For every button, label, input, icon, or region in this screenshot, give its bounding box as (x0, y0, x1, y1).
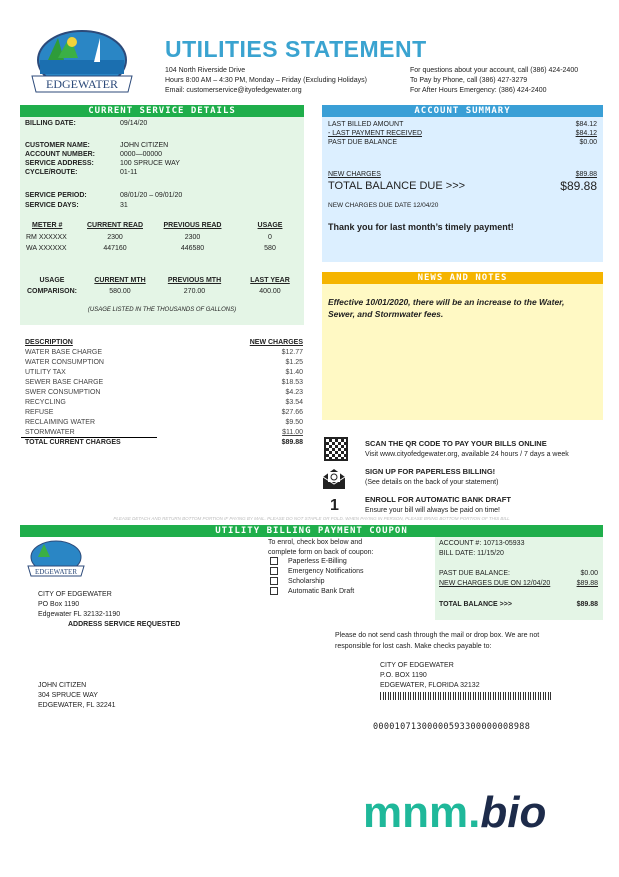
coupon-account-number: ACCOUNT #: 10713-05933 (439, 540, 525, 547)
label: LAST BILLED AMOUNT (328, 121, 404, 128)
checkbox[interactable] (270, 557, 278, 565)
col-header: DESCRIPTION (25, 339, 73, 346)
charge-amount: $11.00 (282, 429, 303, 436)
last-year-usage: 400.00 (259, 288, 281, 295)
detach-note: PLEASE DETACH AND RETURN BOTTOM PORTION IF PAYING BY MAIL. PLEASE DO NOT STAPLE OR FOLD. WHEN PAYING IN PERSON, PLEASE BRING BOTTOM PORTION OF THIS BILL (113, 516, 510, 521)
option-scholarship[interactable] (270, 577, 363, 587)
sender-address (38, 590, 120, 620)
billing-date: 09/14/20 (120, 120, 148, 127)
address-line: EDGEWATER, FL 32241 (38, 702, 116, 709)
charge-row (25, 398, 303, 408)
usage-label: COMPARISON: (26, 288, 78, 295)
email-line: Email: customerservice@ityofedgewater.org (165, 87, 302, 94)
charge-description: UTILITY TAX (25, 369, 66, 376)
charge-row (25, 418, 303, 428)
enrol-instructions (268, 538, 373, 558)
new-charges: $89.88 (575, 171, 597, 178)
svg-text:EDGEWATER: EDGEWATER (35, 568, 77, 576)
field-label: SERVICE PERIOD: (25, 192, 87, 199)
service-period: 08/01/20 – 09/01/20 (120, 192, 183, 199)
usage-note: (USAGE LISTED IN THE THOUSANDS OF GALLONS) (87, 307, 237, 313)
checkbox[interactable] (270, 577, 278, 585)
coupon-bill-date: BILL DATE: 11/15/20 (439, 550, 504, 557)
contact-line: To Pay by Phone, call (386) 427-3279 (410, 77, 528, 84)
cash-note (335, 630, 539, 652)
promo-text: (See details on the back of your statement) (365, 479, 499, 486)
coupon-past-due: $0.00 (580, 570, 598, 577)
bank-draft-icon: 1 (330, 497, 339, 514)
scanline: 00001071300000593300000008988 (373, 722, 531, 732)
charge-amount: $1.25 (285, 359, 303, 366)
coupon-summary (435, 537, 603, 620)
col-header: CURRENT MTH (94, 277, 146, 284)
total-label: TOTAL CURRENT CHARGES (25, 439, 121, 446)
promo-qr (365, 439, 569, 460)
promo-bank-draft (365, 495, 511, 516)
label: PAST DUE BALANCE (328, 139, 397, 146)
col-header: USAGE (257, 222, 283, 229)
promo-title: SIGN UP FOR PAPERLESS BILLING! (365, 467, 496, 476)
checkbox[interactable] (270, 587, 278, 595)
usage: 0 (268, 234, 272, 241)
watermark-part: mnm. (363, 788, 481, 837)
address-line: 104 North Riverside Drive (165, 67, 246, 74)
charge-row (25, 388, 303, 398)
service-address: 100 SPRUCE WAY (120, 160, 180, 167)
coupon-title: UTILITY BILLING PAYMENT COUPON (20, 525, 603, 537)
field-label: CYCLE/ROUTE: (25, 169, 78, 176)
usage-label: USAGE (39, 277, 65, 284)
option-label: Emergency Notifications (288, 568, 364, 575)
charge-description: SEWER BASE CHARGE (25, 379, 104, 386)
col-header: CURRENT READ (87, 222, 143, 229)
field-label: SERVICE ADDRESS: (25, 160, 94, 167)
instruction-line: complete form on back of coupon: (268, 549, 374, 556)
page-title: UTILITIES STATEMENT (165, 36, 427, 62)
watermark (363, 788, 546, 838)
charge-amount: $3.54 (285, 399, 303, 406)
charge-amount: $4.23 (285, 389, 303, 396)
previous-read: 2300 (184, 234, 201, 241)
charge-description: STORMWATER (25, 429, 75, 436)
option-bank-draft[interactable] (270, 587, 363, 597)
contact-line: For After Hours Emergency: (386) 424-2400 (410, 87, 547, 94)
meter-id: WA XXXXXX (26, 245, 67, 252)
label: TOTAL BALANCE >>> (439, 601, 512, 608)
current-read: 2300 (107, 234, 123, 241)
label: PAST DUE BALANCE: (439, 570, 510, 577)
total-charges: $89.88 (281, 439, 303, 446)
current-month-usage: 580.00 (109, 288, 131, 295)
last-billed-amount: $84.12 (575, 121, 597, 128)
account-summary-panel (322, 105, 603, 262)
note-line: Please do not send cash through the mail or drop box. We are not (335, 632, 540, 639)
charge-amount: $18.53 (281, 379, 303, 386)
enrol-options (270, 557, 363, 597)
col-header: PREVIOUS READ (163, 222, 222, 229)
coupon-logo (26, 540, 86, 582)
address-line: P.O. BOX 1190 (380, 672, 427, 679)
past-due-balance: $0.00 (579, 139, 597, 146)
address-line: Edgewater FL 32132-1190 (38, 611, 121, 618)
charge-row (25, 358, 303, 368)
field-label: ACCOUNT NUMBER: (25, 151, 95, 158)
option-label: Scholarship (288, 578, 325, 585)
due-date: NEW CHARGES DUE DATE 12/04/20 (328, 202, 439, 209)
service-details-panel (20, 105, 304, 325)
address-service-requested: ADDRESS SERVICE REQUESTED (68, 621, 181, 628)
option-emergency[interactable] (270, 567, 363, 577)
option-label: Automatic Bank Draft (288, 588, 355, 595)
logo-text: EDGEWATER (46, 77, 118, 91)
charge-amount: $9.50 (285, 419, 303, 426)
postal-barcode (380, 692, 552, 700)
label: TOTAL BALANCE DUE >>> (328, 180, 466, 192)
current-read: 447160 (103, 245, 127, 252)
col-header: LAST YEAR (250, 277, 290, 284)
qr-code-icon (324, 437, 348, 461)
charge-description: WATER BASE CHARGE (25, 349, 103, 356)
coupon-total: $89.88 (576, 601, 598, 608)
promo-paperless (365, 467, 498, 488)
instruction-line: To enrol, check box below and (268, 539, 363, 546)
charge-amount: $12.77 (281, 349, 303, 356)
contact-line: For questions about your account, call (386) 424-2400 (410, 67, 579, 74)
charge-description: REFUSE (25, 409, 54, 416)
col-header: METER # (32, 222, 63, 229)
promo-title: ENROLL FOR AUTOMATIC BANK DRAFT (365, 495, 511, 504)
charge-description: WATER CONSUMPTION (25, 359, 104, 366)
previous-read: 446580 (180, 245, 205, 252)
last-payment-amount: $84.12 (575, 130, 597, 137)
meter-id: RM XXXXXX (26, 234, 67, 241)
label: - LAST PAYMENT RECEIVED (328, 130, 423, 137)
cycle-route: 01-11 (120, 169, 138, 176)
label: NEW CHARGES DUE ON 12/04/20 (439, 580, 551, 587)
recipient-address (38, 681, 116, 711)
option-paperless[interactable] (270, 557, 363, 567)
charge-row (25, 378, 303, 388)
address-line: PO Box 1190 (38, 601, 80, 608)
charge-row (25, 408, 303, 418)
charge-row (25, 368, 303, 378)
note-line: responsible for lost cash. Make checks payable to: (335, 643, 492, 650)
field-label: CUSTOMER NAME: (25, 142, 90, 149)
promo-text: Ensure your bill will always be paid on time! (365, 507, 501, 514)
charge-row (25, 348, 303, 358)
account-summary-title: ACCOUNT SUMMARY (322, 105, 603, 117)
charge-amount: $1.40 (285, 369, 303, 376)
service-days: 31 (120, 202, 128, 209)
charge-description: RECLAIMING WATER (25, 419, 96, 426)
promo-title: SCAN THE QR CODE TO PAY YOUR BILLS ONLINE (365, 439, 547, 448)
news-text: Effective 10/01/2020, there will be an increase to the Water, Sewer, and Stormwater fees. (328, 297, 565, 319)
hours-line: Hours 8:00 AM – 4:30 PM, Monday – Friday (Excluding Holidays) (165, 77, 367, 84)
account-number: 0000—00000 (120, 151, 163, 158)
charge-description: RECYCLING (25, 399, 66, 406)
field-label: BILLING DATE: (25, 120, 76, 127)
field-label: SERVICE DAYS: (25, 202, 79, 209)
checkbox[interactable] (270, 567, 278, 575)
charge-description: SWER CONSUMPTION (25, 389, 101, 396)
charge-amount: $27.66 (281, 409, 303, 416)
watermark-part: bio (480, 788, 547, 837)
col-header: NEW CHARGES (249, 339, 303, 346)
news-panel (322, 272, 603, 420)
col-header: PREVIOUS MTH (167, 277, 222, 284)
payee-address (380, 661, 480, 691)
city-logo (28, 30, 136, 100)
promo-text: Visit www.cityofedgewater.org, available 24 hours / 7 days a week (365, 451, 569, 458)
address-line: EDGEWATER, FLORIDA 32132 (380, 682, 480, 689)
service-details-title: CURRENT SERVICE DETAILS (20, 105, 304, 117)
coupon-new-charges: $89.88 (576, 580, 598, 587)
address-line: JOHN CITIZEN (38, 682, 87, 689)
total-balance-due: $89.88 (560, 179, 597, 193)
envelope-icon (322, 468, 346, 492)
usage: 580 (264, 245, 276, 252)
office-info (165, 66, 367, 96)
contact-info (410, 66, 578, 96)
label: NEW CHARGES (328, 171, 381, 178)
news-title: NEWS AND NOTES (322, 272, 603, 284)
address-line: 304 SPRUCE WAY (38, 692, 98, 699)
address-line: CITY OF EDGEWATER (38, 591, 112, 598)
thank-you-message: Thank you for last month’s timely payment! (328, 222, 514, 232)
customer-name: JOHN CITIZEN (120, 142, 169, 149)
option-label: Paperless E-Billing (288, 558, 347, 565)
address-line: CITY OF EDGEWATER (380, 662, 454, 669)
previous-month-usage: 270.00 (183, 288, 206, 295)
